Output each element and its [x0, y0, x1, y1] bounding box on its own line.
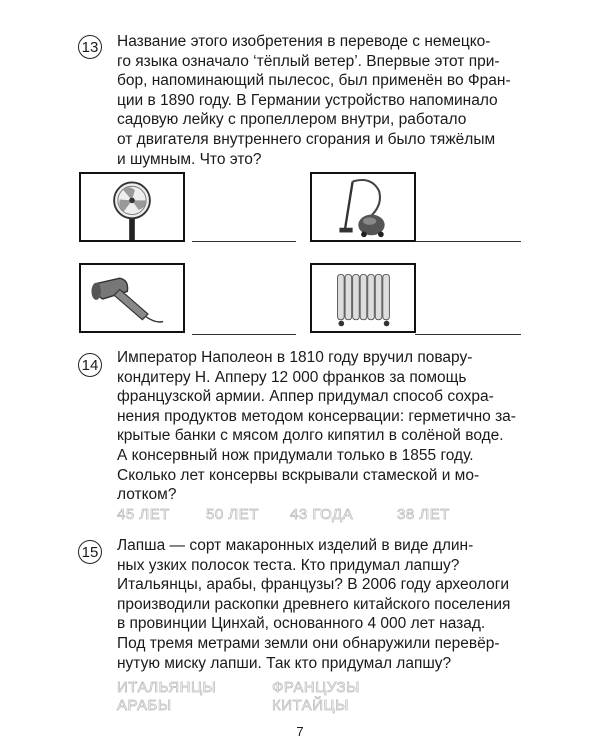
q15-option-italians[interactable]: ИТАЛЬЯНЦЫ [117, 679, 217, 696]
q15-option-french[interactable]: ФРАНЦУЗЫ [272, 679, 360, 696]
q13-line-6: от двигателя внутреннего сгорания и было тяжёлым [117, 130, 496, 148]
q15-line-5: в провинции Цинхай, основанного 4 000 лет назад. [117, 615, 486, 633]
fan-image-box[interactable] [79, 172, 185, 242]
question-14-text [117, 348, 521, 505]
q14-option-45[interactable]: 45 ЛЕТ [117, 506, 170, 523]
q15-line-7: нутую миску лапши. Так кто придумал лапшу? [117, 654, 452, 672]
q13-line-1: Название этого изобретения в переводе с немецко- [117, 33, 491, 50]
q14-line-8: лотком? [117, 486, 177, 504]
question-15-number: 15 [78, 540, 102, 564]
q13-line-4: ции в 1890 году. В Германии устройство напоминало [117, 91, 498, 109]
q14-option-43[interactable]: 43 ГОДА [290, 506, 354, 523]
q15-option-arabs[interactable]: АРАБЫ [117, 697, 172, 714]
q14-line-5: крытые банки с мясом долго кипятил в солёной воде. [117, 427, 504, 445]
vacuum-image-box[interactable] [310, 172, 416, 242]
q14-line-6: А консервный нож придумали только в 1855 году. [117, 446, 474, 464]
answer-line-3[interactable] [192, 334, 296, 335]
vacuum-cleaner-icon [312, 174, 414, 240]
q14-line-3: французской армии. Аппер придумал способ сохра- [117, 388, 494, 406]
q15-option-chinese[interactable]: КИТАЙЦЫ [272, 697, 349, 714]
q14-line-7: Сколько лет консервы вскрывали стамеской и мо- [117, 466, 480, 484]
q14-line-1: Император Наполеон в 1810 году вручил повару- [117, 349, 473, 366]
answer-line-4[interactable] [415, 334, 521, 335]
q13-line-2: го языка означало ‘тёплый ветер’. Впервые этот при- [117, 52, 500, 70]
hairdryer-image-box[interactable] [79, 263, 185, 333]
oil-heater-icon [312, 265, 414, 331]
q15-line-1: Лапша — сорт макаронных изделий в виде длин- [117, 537, 474, 554]
question-13-number: 13 [78, 35, 102, 59]
question-13-text [117, 32, 521, 169]
question-15-text [117, 536, 521, 673]
q14-line-4: нения продуктов методом консервации: герметично за- [117, 407, 516, 425]
fan-icon [81, 174, 183, 240]
q14-option-38[interactable]: 38 ЛЕТ [397, 506, 450, 523]
page-number: 7 [296, 724, 304, 739]
q14-line-2: кондитеру Н. Апперу 12 000 франков за помощь [117, 368, 467, 386]
hair-dryer-icon [81, 265, 183, 331]
answer-line-2[interactable] [415, 241, 521, 242]
q15-line-6: Под тремя метрами земли они обнаружили перевёр- [117, 634, 500, 652]
q13-line-7: и шумным. Что это? [117, 150, 262, 168]
q13-line-3: бор, напоминающий пылесос, был применён во Фран- [117, 72, 511, 90]
heater-image-box[interactable] [310, 263, 416, 333]
answer-line-1[interactable] [192, 241, 296, 242]
q14-option-50[interactable]: 50 ЛЕТ [206, 506, 259, 523]
question-14-number: 14 [78, 353, 102, 377]
q13-line-5: садовую лейку с пропеллером внутри, работало [117, 111, 467, 129]
q15-line-3: Итальянцы, арабы, французы? В 2006 году археологи [117, 576, 510, 594]
q15-line-4: производили раскопки древнего китайского поселения [117, 595, 511, 613]
q15-line-2: ных узких полосок теста. Кто придумал лапшу? [117, 556, 460, 574]
